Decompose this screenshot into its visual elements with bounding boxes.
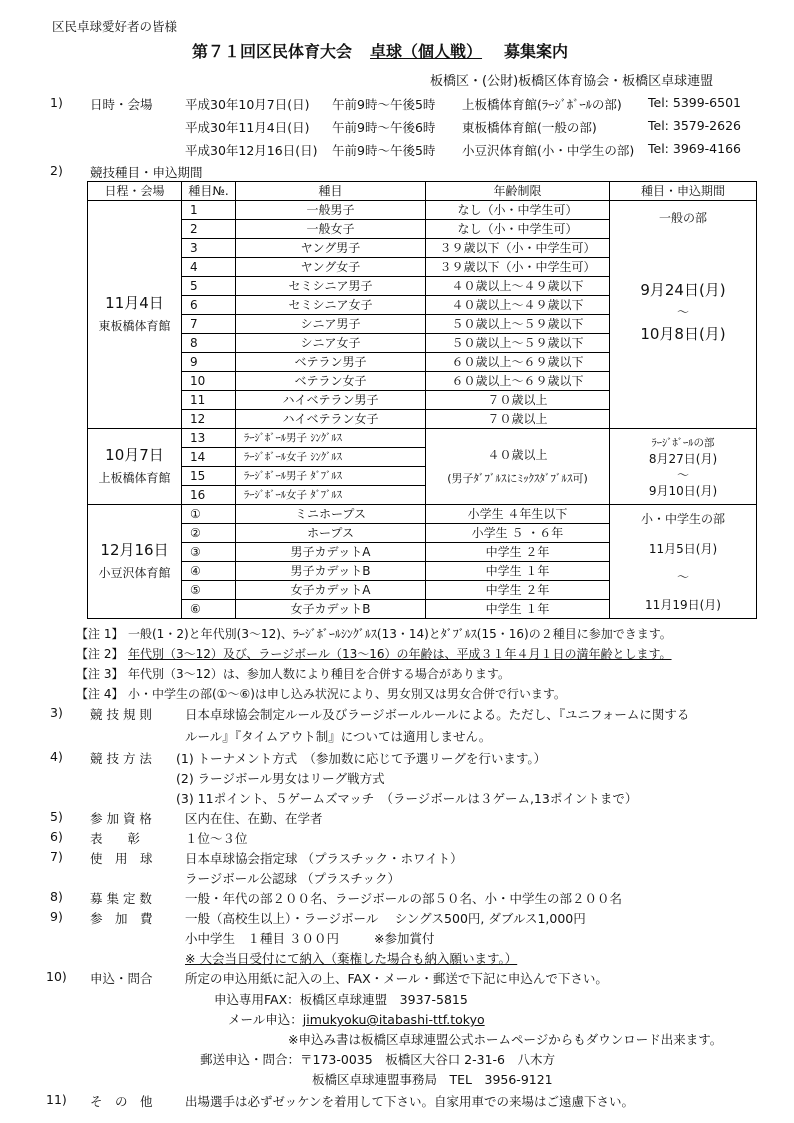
s11-num: 11): [46, 1092, 67, 1107]
event-name: ベテラン男子: [236, 353, 426, 372]
event-no: 3: [182, 239, 236, 258]
note-tag: 【注 2】: [76, 647, 124, 661]
event-no: ④: [182, 562, 236, 581]
schedule-time: 午前9時～午後5時: [332, 97, 436, 112]
period-label: ﾗｰｼﾞﾎﾞｰﾙの部: [651, 436, 715, 449]
mail-line: [228, 1010, 485, 1028]
event-no: 1: [182, 201, 236, 220]
event-no: 4: [182, 258, 236, 277]
note-text: 年代別（3～12）及び、ラージボール（13～16）の年齢は、平成３１年４月１日の満年齢とします。: [128, 647, 672, 661]
event-name: ﾗｰｼﾞﾎﾞｰﾙ女子 ﾀﾞﾌﾞﾙｽ: [236, 486, 426, 505]
period-tilde: ～: [676, 467, 689, 482]
s3-label: 競 技 規 則: [90, 707, 152, 722]
s10-label: 申込・問合: [90, 971, 153, 986]
venue-date: 11月4日: [105, 293, 164, 312]
schedule-date: 平成30年12月16日(日): [185, 143, 318, 158]
event-name: 一般男子: [236, 201, 426, 220]
age-limit: ７０歳以上: [426, 391, 610, 410]
venue-date: 12月16日: [100, 540, 169, 559]
office-line: 板橋区卓球連盟事務局 TEL 3956-9121: [312, 1072, 553, 1087]
age-line1: ４０歳以上: [487, 447, 548, 462]
age-limit: ４０歳以上～４９歳以下: [426, 277, 610, 296]
event-name: 男子カデットA: [236, 543, 426, 562]
age-limit: 中学生 １年: [426, 562, 610, 581]
s8-label: 募 集 定 数: [90, 891, 152, 906]
s8-num: 8): [50, 889, 63, 904]
period-start: 8月27日(月): [648, 451, 718, 466]
event-name: セミシニア男子: [236, 277, 426, 296]
event-name: ﾗｰｼﾞﾎﾞｰﾙ男子 ｼﾝｸﾞﾙｽ: [236, 429, 426, 448]
header-cell: 種目: [236, 182, 426, 201]
event-no: ①: [182, 505, 236, 524]
schedule-date: 平成30年10月7日(日): [185, 97, 310, 112]
event-no: 6: [182, 296, 236, 315]
period-end: 11月19日(月): [645, 597, 721, 612]
event-no: 8: [182, 334, 236, 353]
venue-cell: [88, 429, 182, 505]
s9-text: 一般（高校生以上）・ラージボール シングス500円, ダブルス1,000円: [185, 911, 586, 926]
s3-text: ルール』『タイムアウト制』については適用しません。: [185, 729, 492, 744]
venue-name: 小豆沢体育館: [98, 565, 171, 580]
age-limit: [426, 429, 610, 505]
s4-num: 4): [50, 749, 63, 764]
event-no: ③: [182, 543, 236, 562]
organizers: 板橋区・(公財)板橋区体育協会・板橋区卓球連盟: [430, 74, 714, 89]
s7-num: 7): [50, 849, 63, 864]
event-name: ホープス: [236, 524, 426, 543]
s11-text: 出場選手は必ずゼッケンを着用して下さい。自家用車での来場はご遠慮下さい。: [185, 1094, 635, 1109]
event-name: ミニホープス: [236, 505, 426, 524]
s5-label: 参 加 資 格: [90, 811, 152, 826]
age-limit: 小学生 ４年生以下: [426, 505, 610, 524]
age-limit: ３９歳以下（小・中学生可）: [426, 258, 610, 277]
venue-name: 上板橋体育館: [98, 470, 171, 485]
schedule-tel: Tel: 5399-6501: [648, 95, 741, 110]
age-limit: 中学生 ２年: [426, 581, 610, 600]
greeting: 区民卓球愛好者の皆様: [52, 19, 178, 34]
title-event: 第７１回区民体育大会: [192, 42, 353, 61]
s2-num: 2): [50, 163, 63, 178]
s9-num: 9): [50, 909, 63, 924]
fax-value: 板橋区卓球連盟 3937-5815: [299, 992, 468, 1007]
note: [76, 625, 672, 642]
s11-label: そ の 他: [90, 1094, 153, 1109]
s8-text: 一般・年代の部２００名、ラージボールの部５０名、小・中学生の部２００名: [185, 891, 623, 906]
s7-text: ラージボール公認球 （プラスチック）: [185, 871, 400, 886]
venue-cell: [88, 505, 182, 619]
s4-label: 競 技 方 法: [90, 751, 152, 766]
event-no: 12: [182, 410, 236, 429]
download-note: ※申込み書は板橋区卓球連盟公式ホームページからもダウンロード出来ます。: [288, 1032, 723, 1047]
period-label: 一般の部: [658, 211, 707, 225]
note-tag: 【注 3】: [76, 667, 124, 681]
schedule-tel: Tel: 3579-2626: [648, 118, 741, 133]
mail-label: メール申込：: [228, 1012, 303, 1027]
event-name: ハイベテラン男子: [236, 391, 426, 410]
s5-text: 区内在住、在勤、在学者: [185, 811, 323, 826]
event-name: 一般女子: [236, 220, 426, 239]
event-no: 7: [182, 315, 236, 334]
schedule-tel: Tel: 3969-4166: [648, 141, 741, 156]
s9-text: 小中学生 １種目 ３００円: [185, 931, 339, 946]
event-name: シニア男子: [236, 315, 426, 334]
event-no: 11: [182, 391, 236, 410]
event-name: ベテラン女子: [236, 372, 426, 391]
age-limit: なし（小・中学生可）: [426, 220, 610, 239]
event-no: 13: [182, 429, 236, 448]
period-end: 10月8日(月): [640, 325, 726, 343]
age-limit: 小学生 ５ ・６年: [426, 524, 610, 543]
schedule-time: 午前9時～午後6時: [332, 120, 436, 135]
entry-table: [87, 181, 757, 619]
event-name: ヤング男子: [236, 239, 426, 258]
s5-num: 5): [50, 809, 63, 824]
schedule-time: 午前9時～午後5時: [332, 143, 436, 158]
header-cell: 年齢制限: [426, 182, 610, 201]
age-limit: ６０歳以上～６９歳以下: [426, 372, 610, 391]
event-name: セミシニア女子: [236, 296, 426, 315]
s4-text: (2) ラージボール男女はリーグ戦方式: [176, 771, 385, 786]
table-row: [88, 201, 757, 220]
schedule-venue: 東板橋体育館(一般の部): [462, 120, 597, 135]
note: [76, 645, 672, 662]
event-no: 5: [182, 277, 236, 296]
age-limit: ６０歳以上～６９歳以下: [426, 353, 610, 372]
event-name: 女子カデットA: [236, 581, 426, 600]
s4-text: (1) トーナメント方式 （参加数に応じて予選リーグを行います。）: [176, 751, 547, 766]
fax-line: [214, 990, 468, 1008]
header-cell: 種目・申込期間: [610, 182, 757, 201]
table-header-row: [88, 182, 757, 201]
event-no: 16: [182, 486, 236, 505]
s7-label: 使 用 球: [90, 851, 153, 866]
venue-cell: [88, 201, 182, 429]
note-text: 小・中学生の部(①～⑥)は申し込み状況により、男女別又は男女合併で行います。: [128, 687, 566, 701]
period-tilde: ～: [676, 569, 689, 584]
event-no: 14: [182, 448, 236, 467]
age-limit: ５０歳以上～５９歳以下: [426, 334, 610, 353]
s1-label: 日時・会場: [90, 97, 153, 112]
event-name: ﾗｰｼﾞﾎﾞｰﾙ男子 ﾀﾞﾌﾞﾙｽ: [236, 467, 426, 486]
s7-text: 日本卓球協会指定球 （プラスチック・ホワイト）: [185, 851, 463, 866]
table-row: [88, 505, 757, 524]
post-value: 〒173-0035 板橋区大谷口 2-31-6 八木方: [300, 1052, 556, 1067]
s10-num: 10): [46, 969, 67, 984]
s2-label: 競技種目・申込期間: [90, 165, 203, 180]
page-title: [192, 39, 568, 62]
event-no: ⑤: [182, 581, 236, 600]
event-name: シニア女子: [236, 334, 426, 353]
age-line2: (男子ﾀﾞﾌﾞﾙｽにﾐｯｸｽﾀﾞﾌﾞﾙｽ可): [447, 471, 588, 485]
venue-name: 東板橋体育館: [98, 318, 171, 333]
schedule-date: 平成30年11月4日(日): [185, 120, 310, 135]
schedule-venue: 上板橋体育館(ﾗｰｼﾞﾎﾞｰﾙの部): [462, 97, 622, 112]
post-line: [200, 1050, 555, 1068]
table-row: [88, 429, 757, 448]
s3-text: 日本卓球協会制定ルール及びラージボールルールによる。ただし、『ユニフォームに関する: [185, 707, 690, 722]
event-no: 15: [182, 467, 236, 486]
age-limit: 中学生 ２年: [426, 543, 610, 562]
note-tag: 【注 4】: [76, 687, 124, 701]
header-cell: 日程・会場: [88, 182, 182, 201]
s10-text: 所定の申込用紙に記入の上、FAX・メール・郵送で下記に申込んで下さい。: [185, 971, 608, 986]
s6-num: 6): [50, 829, 63, 844]
note-text: 年代別（3～12）は、参加人数により種目を合併する場合があります。: [128, 667, 510, 681]
note: [76, 685, 566, 702]
period-start: 9月24日(月): [640, 281, 726, 299]
period-tilde: ～: [676, 305, 689, 319]
period-start: 11月5日(月): [648, 541, 718, 556]
event-no: 10: [182, 372, 236, 391]
event-name: 男子カデットB: [236, 562, 426, 581]
event-no: ⑥: [182, 600, 236, 619]
event-name: ハイベテラン女子: [236, 410, 426, 429]
s9-text: ※参加賞付: [374, 931, 435, 946]
note: [76, 665, 510, 682]
s9-text: ※ 大会当日受付にて納入（棄権した場合も納入願います。）: [185, 951, 518, 966]
s6-label: 表 彰: [90, 831, 141, 846]
period-end: 9月10日(月): [648, 483, 718, 498]
age-limit: 中学生 １年: [426, 600, 610, 619]
age-limit: なし（小・中学生可）: [426, 201, 610, 220]
title-sport: 卓球（個人戦）: [370, 42, 483, 61]
post-label: 郵送申込・問合：: [200, 1052, 301, 1067]
event-no: 2: [182, 220, 236, 239]
s6-text: １位～３位: [185, 831, 248, 846]
age-limit: ７０歳以上: [426, 410, 610, 429]
event-name: ヤング女子: [236, 258, 426, 277]
header-cell: 種目№.: [182, 182, 236, 201]
age-limit: ５０歳以上～５９歳以下: [426, 315, 610, 334]
mail-link[interactable]: jimukyoku@itabashi-ttf.tokyo: [302, 1012, 485, 1027]
s4-text: (3) 11ポイント、５ゲームズマッチ （ラージボールは３ゲーム,13ポイントまで）: [176, 791, 638, 806]
event-no: 9: [182, 353, 236, 372]
s1-num: 1): [50, 95, 63, 110]
venue-date: 10月7日: [105, 445, 164, 464]
event-name: ﾗｰｼﾞﾎﾞｰﾙ女子 ｼﾝｸﾞﾙｽ: [236, 448, 426, 467]
event-no: ②: [182, 524, 236, 543]
note-text: 一般(1・2)と年代別(3～12)、ﾗｰｼﾞﾎﾞｰﾙｼﾝｸﾞﾙｽ(13・14)とﾀﾞﾌﾞﾙｽ(15・16)の２種目に参加できます。: [128, 627, 672, 641]
age-limit: ３９歳以下（小・中学生可）: [426, 239, 610, 258]
fax-label: 申込専用FAX：: [214, 992, 300, 1007]
period-cell: [610, 201, 757, 429]
period-label: 小・中学生の部: [640, 511, 725, 526]
note-tag: 【注 1】: [76, 627, 124, 641]
schedule-venue: 小豆沢体育館(小・中学生の部): [462, 143, 635, 158]
s3-num: 3): [50, 705, 63, 720]
title-recruit: 募集案内: [504, 42, 569, 61]
period-cell: [610, 505, 757, 619]
s9-label: 参 加 費: [90, 911, 153, 926]
event-name: 女子カデットB: [236, 600, 426, 619]
period-cell: [610, 429, 757, 505]
age-limit: ４０歳以上～４９歳以下: [426, 296, 610, 315]
